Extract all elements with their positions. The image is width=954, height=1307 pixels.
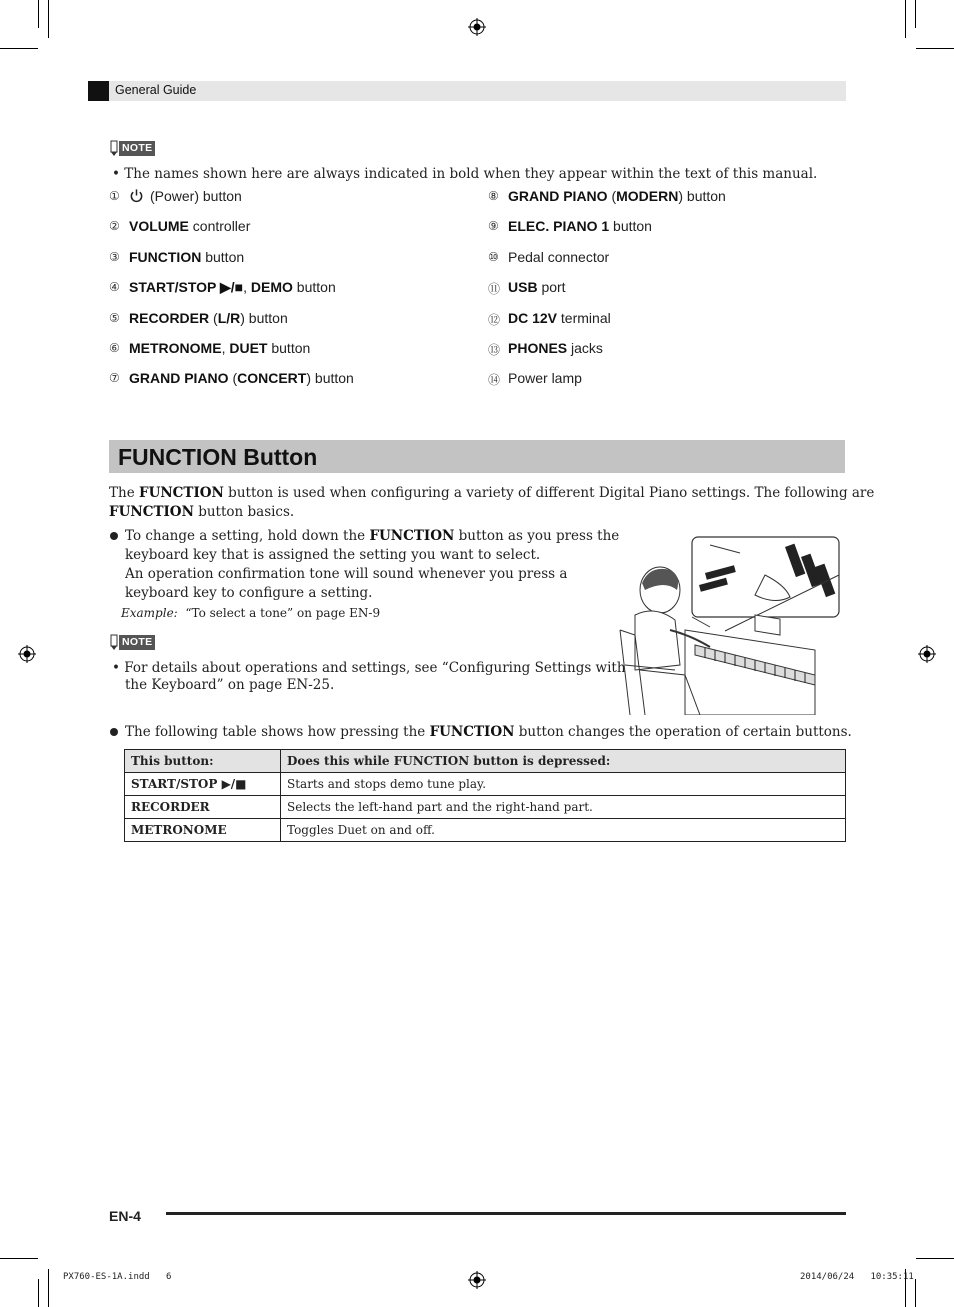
example-label: Example: xyxy=(121,606,178,620)
registration-mark-icon xyxy=(468,1271,486,1289)
note-label: NOTE xyxy=(119,635,155,650)
intro-text: button basics. xyxy=(193,504,295,520)
registration-mark-icon xyxy=(918,645,936,663)
registration-mark-icon xyxy=(18,645,36,663)
slug-file: PX760-ES-1A.indd 6 xyxy=(63,1272,172,1282)
list-item-text: controller xyxy=(188,218,251,234)
note-label: NOTE xyxy=(119,141,155,156)
list-item xyxy=(129,249,244,265)
list-item-text: terminal xyxy=(557,310,611,326)
list-item-text: port xyxy=(537,279,566,295)
crop-mark xyxy=(38,1279,39,1307)
piano-player-illustration xyxy=(615,535,841,715)
table-header-row xyxy=(125,750,846,773)
list-item xyxy=(129,188,242,204)
intro-bold: FUNCTION xyxy=(109,504,194,520)
list-item xyxy=(129,310,288,326)
list-item-bold: USB xyxy=(508,279,538,295)
list-item-text: , xyxy=(221,340,230,356)
list-item-bold: RECORDER xyxy=(129,310,210,326)
intro-bold: FUNCTION xyxy=(138,485,224,501)
list-item-bold: L/R xyxy=(217,310,241,326)
list-item xyxy=(129,370,354,386)
table-header-cell: Does this while FUNCTION button is depressed: xyxy=(281,750,846,773)
bullet-paragraph xyxy=(125,527,619,603)
crop-mark xyxy=(0,1258,38,1259)
bullet-text: The following table shows how pressing the xyxy=(125,724,430,740)
list-item-bold: GRAND PIANO xyxy=(129,370,229,386)
bullet-text: button changes the operation of certain buttons. xyxy=(514,724,852,740)
table-row xyxy=(125,796,846,819)
list-item-bold: START/STOP ▶/■ xyxy=(129,279,244,295)
crop-mark xyxy=(915,0,916,28)
list-item-text: button xyxy=(201,249,245,265)
list-number: ⑨ xyxy=(488,219,499,233)
list-item xyxy=(508,188,726,204)
table-header-cell: This button: xyxy=(125,750,281,773)
bullet-text: keyboard key that is assigned the setting you want to select. xyxy=(125,547,541,563)
table-cell-button: RECORDER xyxy=(125,796,281,819)
table-cell-button: START/STOP ▶/■ xyxy=(125,773,281,796)
list-number: ⑦ xyxy=(109,371,120,385)
function-table xyxy=(124,749,846,842)
list-item-bold: ELEC. PIANO 1 xyxy=(508,218,610,234)
list-number: ⑧ xyxy=(488,189,499,203)
header-block xyxy=(88,81,109,101)
list-item-bold: PHONES xyxy=(508,340,568,356)
crop-mark xyxy=(916,1258,954,1259)
list-item-text: jacks xyxy=(567,340,603,356)
list-item xyxy=(129,340,310,356)
slug-date: 2014/06/24 10:35:11 xyxy=(800,1272,914,1282)
crop-mark xyxy=(38,0,39,28)
list-item-text: ( xyxy=(209,310,218,326)
list-item xyxy=(508,249,609,265)
list-number: ⑬ xyxy=(488,343,501,357)
list-item-bold: MODERN xyxy=(616,188,679,204)
list-item-text: ) button xyxy=(678,188,726,204)
list-item-text: , xyxy=(243,279,251,295)
list-item-bold: FUNCTION xyxy=(129,249,202,265)
list-item xyxy=(508,370,582,386)
pencil-icon xyxy=(109,140,119,156)
bullet-bold: FUNCTION xyxy=(369,528,455,544)
list-number: ⑥ xyxy=(109,341,120,355)
bullet-text: An operation confirmation tone will sound whenever you press a xyxy=(125,566,568,582)
section-title: FUNCTION Button xyxy=(118,444,318,470)
header-label: General Guide xyxy=(115,83,197,97)
crop-mark xyxy=(48,1269,49,1307)
example-text: “To select a tone” on page EN-9 xyxy=(185,606,381,620)
note-badge xyxy=(109,634,155,650)
list-item-text: button xyxy=(292,279,336,295)
list-item-text: button xyxy=(267,340,311,356)
pencil-icon xyxy=(109,634,119,650)
bullet-text: keyboard key to configure a setting. xyxy=(125,585,373,601)
list-number: ⑤ xyxy=(109,311,120,325)
list-item-bold: DC 12V xyxy=(508,310,558,326)
list-item-text: ( xyxy=(607,188,617,204)
bullet-bold: FUNCTION xyxy=(429,724,515,740)
list-item xyxy=(508,218,652,234)
bullet-text: To change a setting, hold down the xyxy=(125,528,370,544)
list-item-text: ( xyxy=(228,370,238,386)
list-item-text: ) button xyxy=(240,310,288,326)
bullet-dot: • xyxy=(112,166,120,182)
bullet-paragraph xyxy=(125,723,852,742)
list-item-text: ) button xyxy=(306,370,354,386)
table-row xyxy=(125,819,846,842)
table-cell-action: Starts and stops demo tune play. xyxy=(281,773,846,796)
footer-rule xyxy=(166,1212,846,1215)
list-number: ③ xyxy=(109,250,120,264)
note-text-content: the Keyboard” on page EN-25. xyxy=(125,677,335,693)
list-item-bold: CONCERT xyxy=(237,370,307,386)
list-item-text: (Power) button xyxy=(150,188,242,204)
list-number: ① xyxy=(109,189,120,203)
bullet-dot: • xyxy=(112,660,120,676)
list-item xyxy=(508,340,603,356)
example-line xyxy=(121,606,380,620)
crop-mark xyxy=(905,0,906,38)
list-item-bold: DEMO xyxy=(250,279,293,295)
list-number: ④ xyxy=(109,280,120,294)
intro-paragraph xyxy=(109,484,875,522)
list-item xyxy=(508,279,566,295)
table-cell-button: METRONOME xyxy=(125,819,281,842)
header-bar xyxy=(88,81,846,101)
list-item-bold: GRAND PIANO xyxy=(508,188,608,204)
list-number: ⑫ xyxy=(488,313,501,327)
bullet-dot xyxy=(110,532,118,540)
note-text xyxy=(112,660,626,694)
table-cell-action: Selects the left-hand part and the right-hand part. xyxy=(281,796,846,819)
list-number: ⑩ xyxy=(488,250,499,264)
list-item-text: Pedal connector xyxy=(508,249,610,265)
table-row xyxy=(125,773,846,796)
list-number: ② xyxy=(109,219,120,233)
note-text-content: For details about operations and settings, see “Configuring Settings with xyxy=(124,660,626,676)
list-item-text: Power lamp xyxy=(508,370,582,386)
list-item xyxy=(129,218,250,234)
note-badge xyxy=(109,140,155,156)
list-item xyxy=(508,310,611,326)
crop-mark xyxy=(0,48,38,49)
registration-mark-icon xyxy=(468,18,486,36)
crop-mark xyxy=(48,0,49,38)
list-item-bold: METRONOME xyxy=(129,340,222,356)
page-number: EN-4 xyxy=(109,1208,141,1224)
power-icon xyxy=(129,188,144,203)
bullet-text: button as you press the xyxy=(454,528,620,544)
bullet-dot xyxy=(110,728,118,736)
crop-mark xyxy=(916,48,954,49)
list-item-text: button xyxy=(609,218,652,234)
table-cell-action: Toggles Duet on and off. xyxy=(281,819,846,842)
crop-mark xyxy=(915,1279,916,1307)
list-item xyxy=(129,279,336,296)
list-number: ⑭ xyxy=(488,373,501,387)
list-item-bold: DUET xyxy=(229,340,268,356)
note-text xyxy=(112,165,817,184)
note-text-content: The names shown here are always indicated in bold when they appear within the text of this manual. xyxy=(124,166,818,182)
intro-text: button is used when configuring a variety of different Digital Piano settings. The following are xyxy=(223,485,875,501)
list-number: ⑪ xyxy=(488,282,501,296)
intro-text: The xyxy=(109,485,139,501)
list-item-bold: VOLUME xyxy=(129,218,189,234)
